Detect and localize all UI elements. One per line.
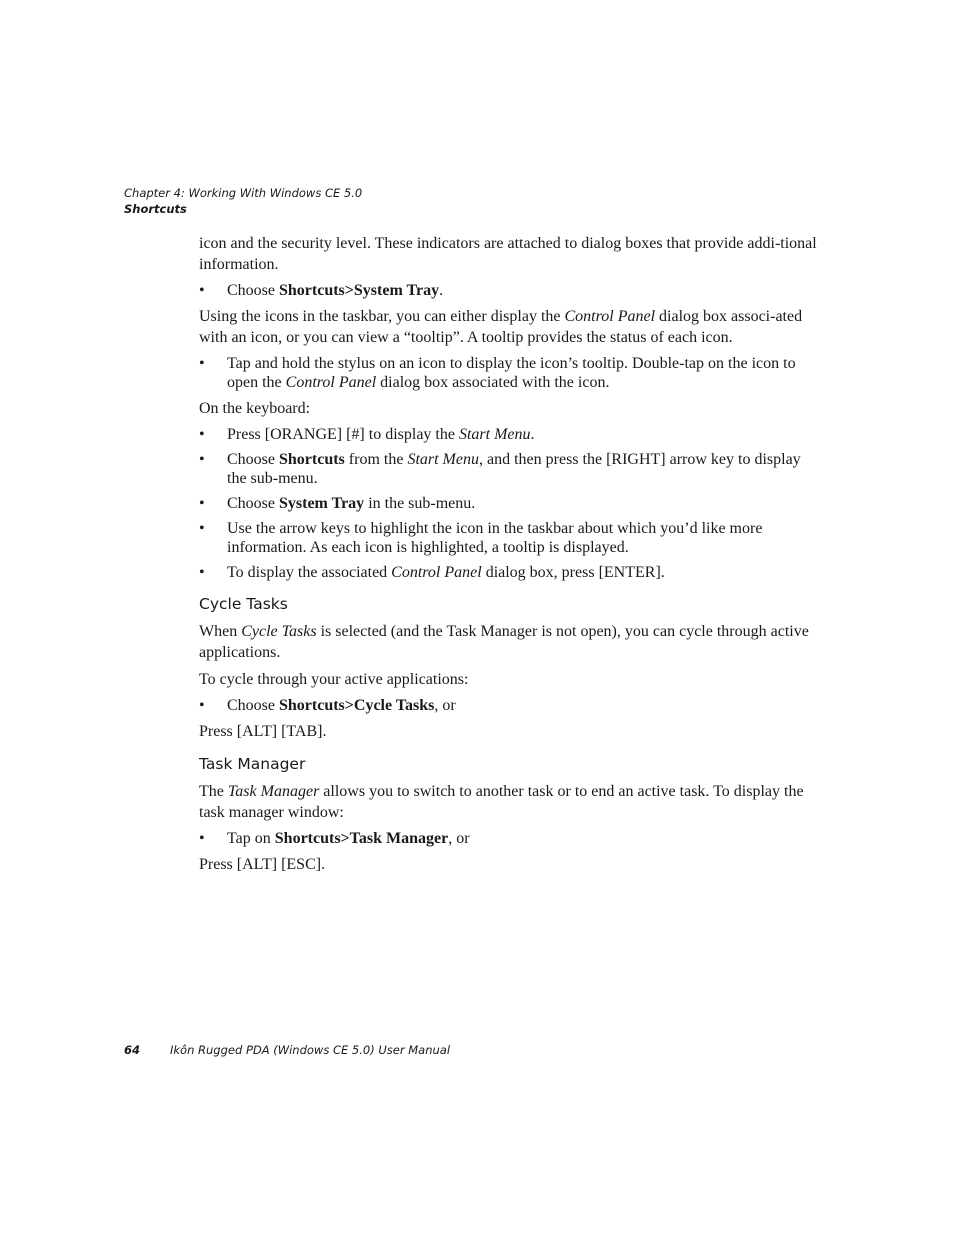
- page-content: [199, 233, 819, 881]
- list-item: • Choose Shortcuts>System Tray.: [199, 282, 444, 299]
- bullet-list: [199, 281, 819, 300]
- chapter-title: Chapter 4: Working With Windows CE 5.0: [124, 186, 363, 200]
- bullet-list: [199, 829, 819, 848]
- keyboard-list: [199, 425, 819, 582]
- paragraph-intro: icon and the security level. These indicators are attached to dialog boxes that provide addi-tional information.: [199, 235, 817, 273]
- list-item: • Choose System Tray in the sub-menu.: [199, 495, 476, 512]
- page-number: 64: [124, 1043, 141, 1057]
- manual-title: Ikôn Rugged PDA (Windows CE 5.0) User Manual: [170, 1043, 451, 1057]
- paragraph-alt-esc: Press [ALT] [ESC].: [199, 856, 326, 873]
- paragraph-cycle: When Cycle Tasks is selected (and the Task Manager is not open), you can cycle through active applications.: [199, 623, 809, 661]
- page-footer: [124, 1043, 450, 1057]
- bullet-list: [199, 354, 819, 392]
- paragraph-alt-tab: Press [ALT] [TAB].: [199, 723, 327, 740]
- heading-cycle-tasks: Cycle Tasks: [199, 595, 288, 613]
- paragraph-keyboard: On the keyboard:: [199, 400, 311, 417]
- list-item: • Choose Shortcuts>Cycle Tasks, or: [199, 697, 456, 714]
- running-header: [124, 185, 362, 217]
- list-item: • Press [ORANGE] [#] to display the Start Menu.: [199, 426, 535, 443]
- heading-task-manager: Task Manager: [199, 755, 306, 773]
- list-item: • Choose Shortcuts from the Start Menu, and then press the [RIGHT] arrow key to display the sub-menu.: [199, 451, 801, 487]
- bullet-list: [199, 696, 819, 715]
- list-item: • Tap on Shortcuts>Task Manager, or: [199, 830, 470, 847]
- paragraph-task: The Task Manager allows you to switch to another task or to end an active task. To display the task manager window:: [199, 783, 804, 821]
- list-item: • Use the arrow keys to highlight the icon in the taskbar about which you’d like more information. As each icon is highlighted, a tooltip is displayed.: [199, 520, 763, 556]
- list-item: • To display the associated Control Panel dialog box, press [ENTER].: [199, 564, 665, 581]
- list-item: • Tap and hold the stylus on an icon to display the icon’s tooltip. Double-tap on the icon to open the Control Panel dialog box associated with the icon.: [199, 355, 796, 391]
- paragraph-taskbar: Using the icons in the taskbar, you can either display the Control Panel dialog box associ-ated with an icon, or you can view a “tooltip”. A tooltip provides the status of each icon.: [199, 308, 803, 346]
- section-title: Shortcuts: [124, 202, 187, 216]
- paragraph-cycle-intro: To cycle through your active applications:: [199, 671, 469, 688]
